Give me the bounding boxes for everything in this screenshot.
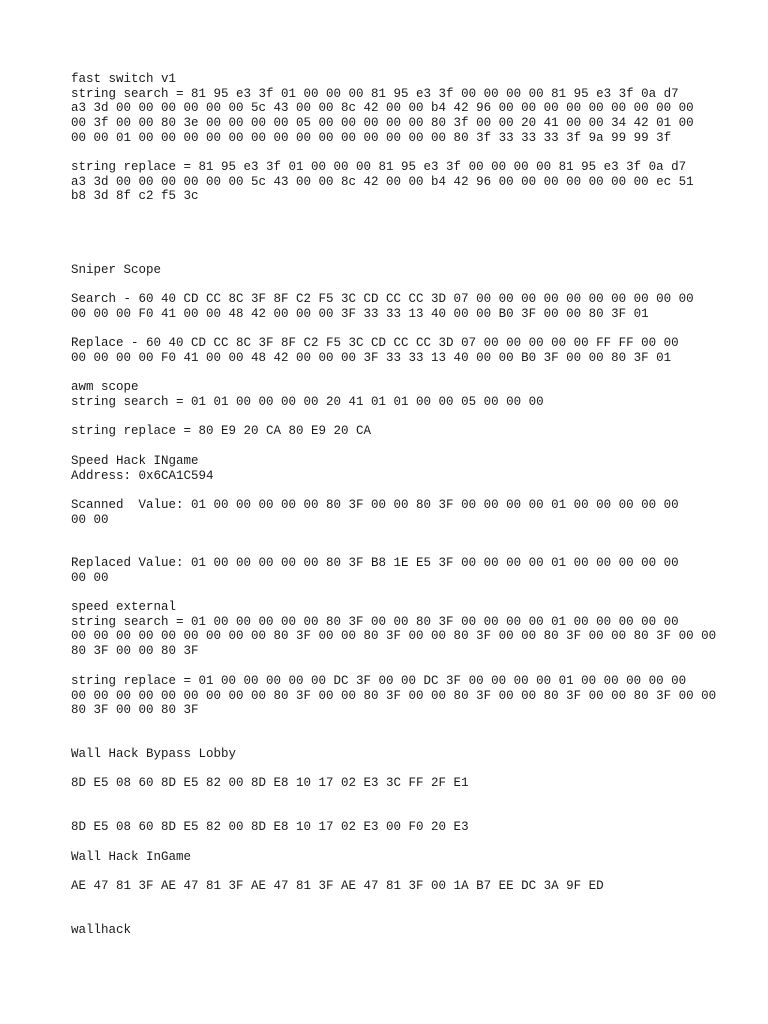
speed-external-replace-block: string replace = 01 00 00 00 00 00 DC 3F 00 00 DC 3F 00 00 00 00 01 00 00 00 00 00 00 00 00 00 00 00 00 00 00 80 3F 00 00 80 3F 00 00 80 3F 00 00 80 3F 00 00 80 3F 00 00 80 3F 00 00 80 3F (71, 674, 717, 718)
speed-hack-ingame-block: Speed Hack INgame Address: 0x6CA1C594 (71, 454, 214, 483)
sniper-scope-replace-block: Replace - 60 40 CD CC 8C 3F 8F C2 F5 3C CD CC CC 3D 07 00 00 00 00 00 FF FF 00 00 00 00 00 00 F0 41 00 00 48 42 00 00 00 3F 33 33 13 40 00 00 B0 3F 00 00 80 3F 01 (71, 336, 679, 365)
wall-hack-ingame-line: AE 47 81 3F AE 47 81 3F AE 47 81 3F AE 47 81 3F 00 1A B7 EE DC 3A 9F ED (71, 879, 604, 893)
speed-hack-scanned-value-block: Scanned Value: 01 00 00 00 00 00 80 3F 00 00 80 3F 00 00 00 00 01 00 00 00 00 00 00 00 (71, 498, 679, 527)
wall-hack-bypass-lobby-heading: Wall Hack Bypass Lobby (71, 747, 237, 761)
sniper-scope-heading: Sniper Scope (71, 263, 162, 277)
wall-hack-ingame-heading: Wall Hack InGame (71, 850, 192, 864)
speed-external-search-block: speed external string search = 01 00 00 00 00 00 80 3F 00 00 80 3F 00 00 00 00 01 00 00 00 00 00 00 00 00 00 00 00 00 00 00 80 3F 00 00 80 3F 00 00 80 3F 00 00 80 3F 00 00 80 3F 00 00 80 3F 00 00 80 3F (71, 600, 717, 659)
wallhack-heading: wallhack (71, 923, 132, 937)
sniper-scope-search-block: Search - 60 40 CD CC 8C 3F 8F C2 F5 3C CD CC CC 3D 07 00 00 00 00 00 00 00 00 00 00 00 00 00 F0 41 00 00 48 42 00 00 00 3F 33 33 13 40 00 00 B0 3F 00 00 80 3F 01 (71, 292, 694, 321)
awm-scope-search-block: awm scope string search = 01 01 00 00 00 00 20 41 01 01 00 00 05 00 00 00 (71, 380, 544, 409)
fast-switch-replace-block: string replace = 81 95 e3 3f 01 00 00 00 81 95 e3 3f 00 00 00 00 81 95 e3 3f 0a d7 a3 3d 00 00 00 00 00 00 5c 43 00 00 8c 42 00 00 b4 42 96 00 00 00 00 00 00 00 ec 51 b8 3d 8f c2 f5 3c (71, 160, 694, 204)
wall-hack-bypass-lobby-search-line: 8D E5 08 60 8D E5 82 00 8D E8 10 17 02 E3 3C FF 2F E1 (71, 776, 469, 790)
awm-scope-replace-block: string replace = 80 E9 20 CA 80 E9 20 CA (71, 424, 372, 438)
speed-hack-replaced-value-block: Replaced Value: 01 00 00 00 00 00 80 3F B8 1E E5 3F 00 00 00 00 01 00 00 00 00 00 00 00 (71, 556, 679, 585)
wall-hack-bypass-lobby-replace-line: 8D E5 08 60 8D E5 82 00 8D E8 10 17 02 E3 00 F0 20 E3 (71, 820, 469, 834)
fast-switch-search-block: fast switch v1 string search = 81 95 e3 3f 01 00 00 00 81 95 e3 3f 00 00 00 00 81 95 e3 3f 0a d7 a3 3d 00 00 00 00 00 00 5c 43 00 00 8c 42 00 00 b4 42 96 00 00 00 00 00 00 00 00 00 00 3f 00 00 80 3e 00 00 00 00 05 00 00 00 00 00 80 3f 00 00 20 41 00 00 34 42 01 00 00 00 01 00 00 00 00 00 00 00 00 00 00 00 00 00 00 80 3f 33 33 33 3f 9a 99 99 3f (71, 72, 694, 145)
